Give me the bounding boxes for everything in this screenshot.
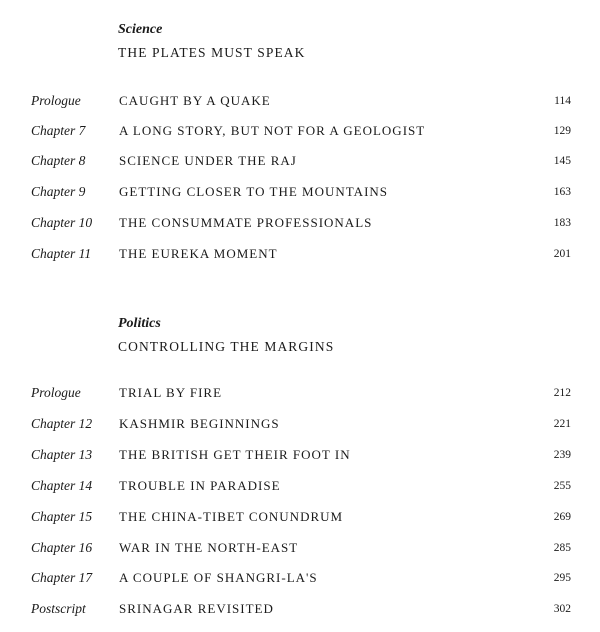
entry-page-number: 114 [554,95,571,107]
entry-title: KASHMIR BEGINNINGS [119,416,280,431]
entry-label: Chapter 7 [31,123,86,138]
toc-entry [0,122,600,140]
toc-entry [0,600,600,618]
entry-label: Chapter 9 [31,184,86,199]
entry-page-number: 255 [553,480,571,492]
entry-page-number: 129 [553,125,571,137]
entry-label: Chapter 14 [31,478,93,493]
entry-label: Postscript [31,601,86,616]
toc-entry [0,446,600,464]
entry-page-number: 302 [553,603,571,615]
section-title: CONTROLLING THE MARGINS [118,339,335,354]
toc-entry [0,569,600,587]
entry-page-number: 145 [553,155,571,167]
toc-entry [0,183,600,201]
entry-label: Prologue [31,93,81,108]
entry-title: SRINAGAR REVISITED [119,601,274,616]
entry-title: THE BRITISH GET THEIR FOOT IN [119,447,351,462]
toc-entry [0,477,600,495]
toc-entry [0,539,600,557]
toc-entry [0,245,600,263]
entry-title: A COUPLE OF SHANGRI-LA'S [119,570,318,585]
section-heading: Science [118,22,163,37]
entry-title: THE CHINA-TIBET CONUNDRUM [119,509,344,524]
entry-label: Chapter 10 [31,215,93,230]
entry-label: Chapter 13 [31,447,93,462]
toc-entry [0,152,600,170]
section-heading: Politics [118,316,161,331]
entry-label: Chapter 12 [31,416,93,431]
entry-label: Chapter 8 [31,153,86,168]
entry-title: SCIENCE UNDER THE RAJ [119,153,297,168]
entry-title: THE EUREKA MOMENT [119,246,278,261]
entry-label: Prologue [31,385,81,400]
entry-page-number: 212 [553,387,571,399]
entry-title: A LONG STORY, BUT NOT FOR A GEOLOGIST [119,123,426,138]
entry-title: GETTING CLOSER TO THE MOUNTAINS [119,184,389,199]
toc-entry [0,415,600,433]
entry-page-number: 163 [553,186,571,198]
toc-entry [0,92,600,110]
entry-page-number: 285 [553,542,571,554]
toc-entry [0,384,600,402]
entry-page-number: 239 [553,449,571,461]
entry-page-number: 221 [553,418,571,430]
entry-title: CAUGHT BY A QUAKE [119,93,271,108]
entry-title: WAR IN THE NORTH-EAST [119,540,299,555]
entry-page-number: 183 [553,217,571,229]
entry-page-number: 201 [553,248,571,260]
toc-entry [0,214,600,232]
entry-page-number: 295 [553,572,571,584]
entry-label: Chapter 15 [31,509,93,524]
entry-title: THE CONSUMMATE PROFESSIONALS [119,215,373,230]
entry-page-number: 269 [553,511,571,523]
entry-label: Chapter 17 [31,570,93,585]
entry-title: TROUBLE IN PARADISE [119,478,281,493]
entry-title: TRIAL BY FIRE [119,385,223,400]
entry-label: Chapter 11 [31,246,92,261]
entry-label: Chapter 16 [31,540,93,555]
section-title: THE PLATES MUST SPEAK [118,45,306,60]
toc-entry [0,508,600,526]
